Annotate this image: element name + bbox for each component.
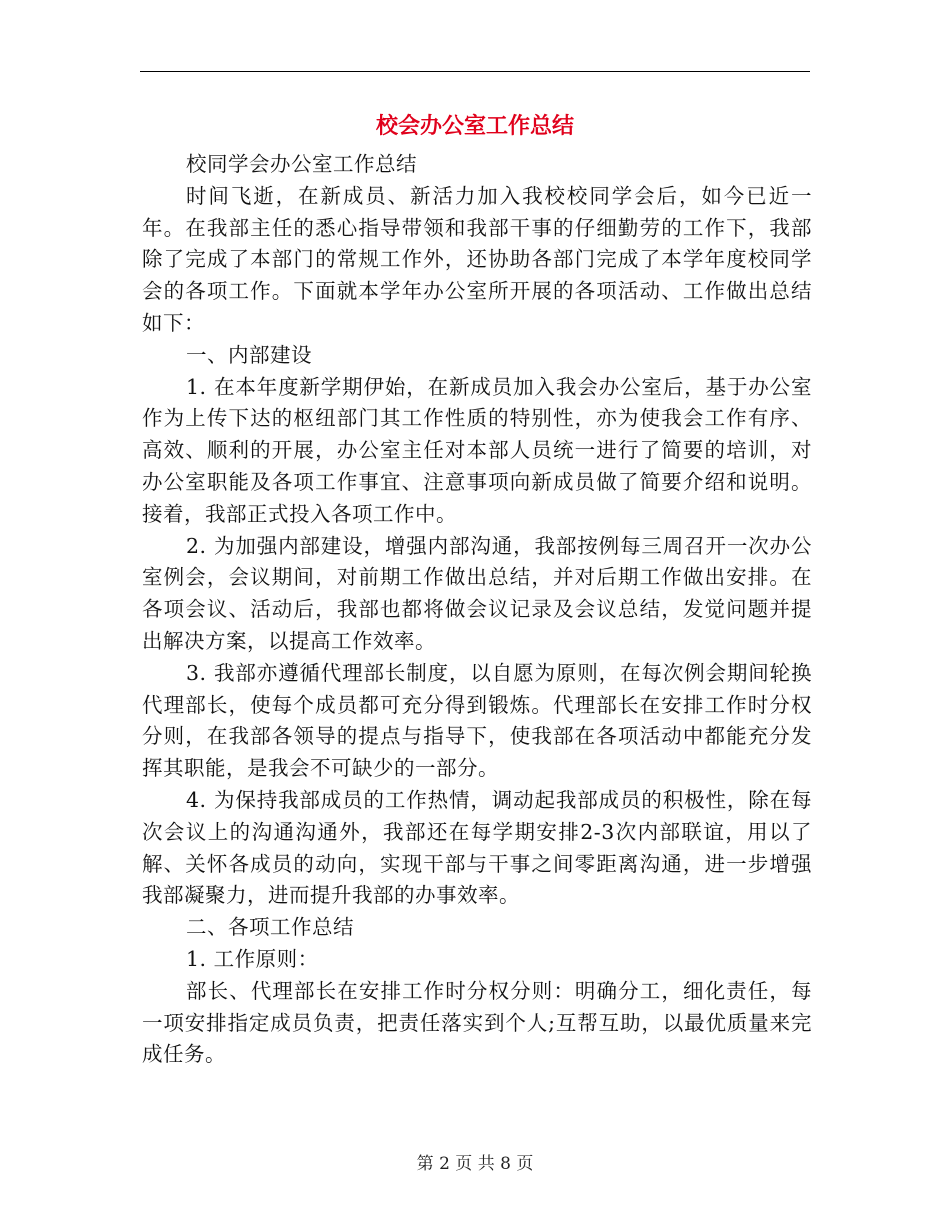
section-heading-internal: 一、内部建设 (186, 342, 312, 367)
paragraph-item-2: 2. 为加强内部建设，增强内部沟通，我部按例每三周召开一次办公室例会，会议期间，对前期工作做出总结，并对后期工作做出安排。在各项会议、活动后，我部也都将做会议记录及会议总结，发觉问题并提出解决方案，以提高工作效率。 (142, 533, 812, 653)
document-title: 校会办公室工作总结 (375, 113, 574, 139)
paragraph-item-1: 1. 在本年度新学期伊始，在新成员加入我会办公室后，基于办公室作为上传下达的枢纽部门其工作性质的特别性，亦为使我会工作有序、高效、顺利的开展，办公室主任对本部人员统一进行了简要的培训，对办公室职能及各项工作事宜、注意事项向新成员做了简要介绍和说明。接着，我部正式投入各项工作中。 (142, 374, 812, 526)
section-heading-summary: 二、各项工作总结 (186, 915, 354, 940)
paragraph-item-4: 4. 为保持我部成员的工作热情，调动起我部成员的积极性，除在每次会议上的沟通沟通外，我部还在每学期安排2-3次内部联谊，用以了解、关怀各成员的动向，实现干部与干事之间零距离沟通，进一步增强我部凝聚力，进而提升我部的办事效率。 (142, 787, 812, 908)
paragraph-principle: 部长、代理部长在安排工作时分权分则：明确分工，细化责任，每一项安排指定成员负责，把责任落实到个人;互帮互助，以最优质量来完成任务。 (142, 978, 812, 1067)
paragraph-intro: 时间飞逝，在新成员、新活力加入我校校同学会后，如今已近一年。在我部主任的悉心指导带领和我部干事的仔细勤劳的工作下，我部除了完成了本部门的常规工作外，还协助各部门完成了本学年度校同学会的各项工作。下面就本学年办公室所开展的各项活动、工作做出总结如下： (142, 183, 812, 335)
paragraph-principle-heading: 1. 工作原则： (186, 946, 319, 971)
document-body (142, 149, 812, 1071)
header-rule (140, 71, 810, 72)
page-number-footer: 第 2 页 共 8 页 (416, 1154, 534, 1174)
paragraph-subtitle: 校同学会办公室工作总结 (186, 152, 417, 176)
paragraph-item-3: 3. 我部亦遵循代理部长制度，以自愿为原则，在每次例会期间轮换代理部长，使每个成员都可充分得到锻炼。代理部长在安排工作时分权分则，在我部各领导的提点与指导下，使我部在各项活动中都能充分发挥其职能，是我会不可缺少的一部分。 (142, 660, 812, 781)
